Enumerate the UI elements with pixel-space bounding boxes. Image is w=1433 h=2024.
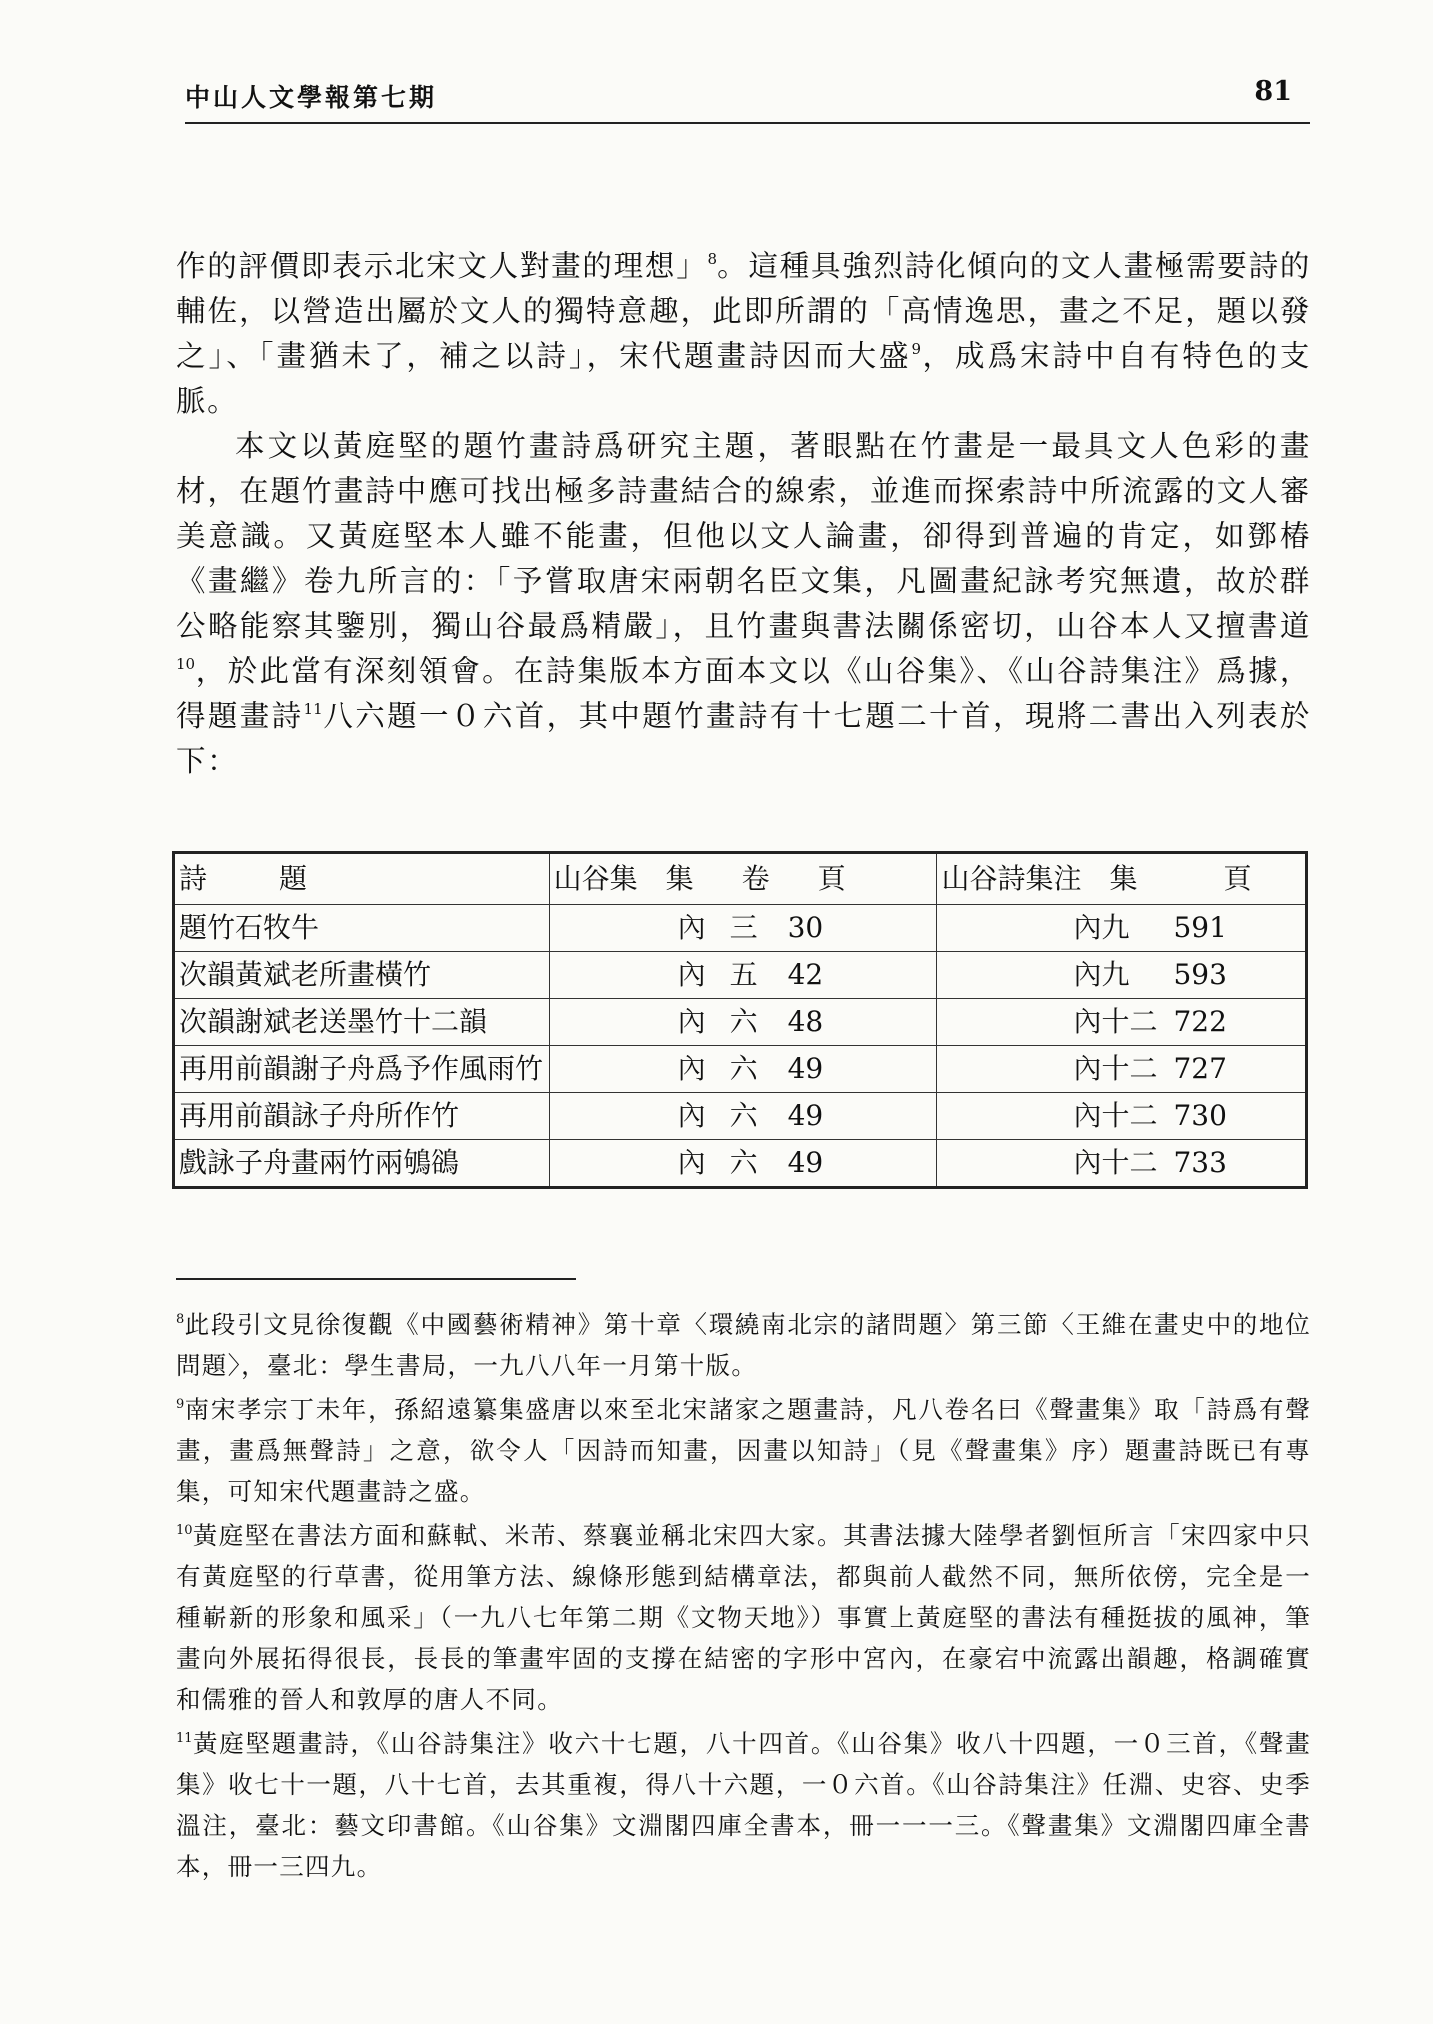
- shangu-notes-cell: [937, 905, 1307, 952]
- notes-collection-value: 內十二: [1073, 1005, 1158, 1038]
- page-number: 81: [1254, 76, 1292, 107]
- paragraph-text: 本文以黃庭堅的題竹畫詩爲研究主題，著眼點在竹畫是一最具文人色彩的畫材，在題竹畫詩中應可找出極多詩畫結合的線索，並進而探索詩中所流露的文人審美意識。又黃庭堅本人雖不能畫，但他以文人論畫，卻得到普遍的肯定，如鄧椿《畫繼》卷九所言的：「予嘗取唐宋兩朝名臣文集，凡圖畫紀詠考究無遺，故於群公略能察其鑒別，獨山谷最爲精嚴」，且竹畫與書法關係密切，山谷本人又擅書道: [176, 429, 1311, 643]
- footnote-text: 南宋孝宗丁未年，孫紹遠纂集盛唐以來至北宋諸家之題畫詩，凡八卷名曰《聲畫集》取「詩爲有聲畫，畫爲無聲詩」之意，欲令人「因詩而知畫，因畫以知詩」（見《聲畫集》序）題畫詩既已有專集，可知宋代題畫詩之盛。: [176, 1395, 1311, 1506]
- shangu-ji-cell: [549, 1046, 937, 1093]
- footnote-separator: [176, 1278, 576, 1280]
- footnote-number: 11: [176, 1731, 193, 1746]
- shangu-notes-cell: [937, 1140, 1307, 1188]
- journal-title: 中山人文學報第七期: [185, 83, 438, 112]
- notes-collection-value: 內九: [1073, 958, 1130, 991]
- collection-value: 內: [677, 911, 706, 944]
- volume-value: 六: [729, 1146, 758, 1179]
- page-value: 49: [787, 1146, 824, 1179]
- table-row: [174, 905, 1307, 952]
- collection-value: 內: [677, 1052, 706, 1085]
- page-value: 48: [787, 1005, 824, 1038]
- notes-collection-value: 內十二: [1073, 1099, 1158, 1132]
- paragraph-text: 八六題一０六首，其中題竹畫詩有十七題二十首，現將二書出入列表於下：: [176, 699, 1311, 778]
- shangu-notes-cell: [937, 1046, 1307, 1093]
- volume-value: 六: [729, 1052, 758, 1085]
- footnote-8: [176, 1304, 1311, 1386]
- notes-page-value: 730: [1173, 1099, 1227, 1132]
- footnotes: [176, 1304, 1311, 1890]
- shangu-ji-cell: [549, 952, 937, 999]
- notes-page-value: 733: [1173, 1146, 1227, 1179]
- table-row: [174, 1140, 1307, 1188]
- running-header: [185, 78, 1310, 124]
- page-value: 49: [787, 1052, 824, 1085]
- paragraph-text: ，於此當有深刻領會。在詩集版本方面本文以《山谷集》、《山谷詩集注》爲據，得題畫詩: [176, 654, 1311, 733]
- footnote-number: 9: [176, 1397, 185, 1412]
- collection-value: 內: [677, 1099, 706, 1132]
- poem-title-cell: 再用前韻詠子舟所作竹: [174, 1093, 550, 1140]
- footnote-9: [176, 1389, 1311, 1512]
- shangu-notes-cell: [937, 952, 1307, 999]
- footnote-ref-11: 11: [303, 700, 323, 718]
- paragraph-2: [176, 424, 1311, 784]
- table-header-row: [174, 853, 1307, 905]
- header-poem-title: 詩 題: [174, 853, 550, 905]
- shangu-notes-cell: [937, 1093, 1307, 1140]
- collection-value: 內: [677, 1005, 706, 1038]
- footnote-text: 黃庭堅在書法方面和蘇軾、米芾、蔡襄並稱北宋四大家。其書法據大陸學者劉恒所言「宋四家中只有黃庭堅的行草書，從用筆方法、線條形態到結構章法，都與前人截然不同，無所依傍，完全是一種嶄新的形象和風采」（一九八七年第二期《文物天地》）事實上黃庭堅的書法有種挺拔的風神，筆畫向外展拓得很長，長長的筆畫牢固的支撐在結密的字形中宮內，在豪宕中流露出韻趣，格調確實和儒雅的晉人和敦厚的唐人不同。: [176, 1521, 1311, 1714]
- footnote-text: 黃庭堅題畫詩，《山谷詩集注》收六十七題，八十四首。《山谷集》收八十四題，一０三首，《聲畫集》收七十一題，八十七首，去其重複，得八十六題，一０六首。《山谷詩集注》任淵、史容、史季溫注，臺北：藝文印書館。《山谷集》文淵閣四庫全書本，冊一一一三。《聲畫集》文淵閣四庫全書本，冊一三四九。: [176, 1729, 1311, 1881]
- shangu-notes-cell: [937, 999, 1307, 1046]
- footnote-ref-10: 10: [176, 655, 196, 673]
- volume-value: 六: [729, 1005, 758, 1038]
- footnote-number: 10: [176, 1523, 193, 1538]
- footnote-11: [176, 1723, 1311, 1887]
- notes-collection-value: 內十二: [1073, 1146, 1158, 1179]
- poem-comparison-table: [172, 851, 1308, 1189]
- table-row: [174, 952, 1307, 999]
- paragraph-1: [176, 244, 1311, 424]
- shangu-ji-cell: [549, 1140, 937, 1188]
- paragraph-text: ，成爲宋詩中自有特色的支脈。: [176, 339, 1311, 418]
- poem-title-cell: 次韻黃斌老所畫橫竹: [174, 952, 550, 999]
- notes-page-value: 727: [1173, 1052, 1227, 1085]
- notes-collection-value: 內十二: [1073, 1052, 1158, 1085]
- header-shangu-ji: 山谷集 集 卷 頁: [549, 853, 937, 905]
- page-value: 49: [787, 1099, 824, 1132]
- page-value: 42: [787, 958, 824, 991]
- paragraph-text: 。這種具強烈詩化傾向的文人畫極需要詩的輔佐，以營造出屬於文人的獨特意趣，此即所謂的「高情逸思，畫之不足，題以發之」、「畫猶未了，補之以詩」，宋代題畫詩因而大盛: [176, 249, 1311, 373]
- footnote-text: 此段引文見徐復觀《中國藝術精神》第十章〈環繞南北宗的諸問題〉第三節〈王維在畫史中的地位問題〉，臺北：學生書局，一九八八年一月第十版。: [176, 1310, 1311, 1380]
- poem-title-cell: 次韻謝斌老送墨竹十二韻: [174, 999, 550, 1046]
- footnote-10: [176, 1515, 1311, 1720]
- table-row: [174, 1046, 1307, 1093]
- collection-value: 內: [677, 958, 706, 991]
- volume-value: 三: [729, 911, 758, 944]
- poem-title-cell: 題竹石牧牛: [174, 905, 550, 952]
- shangu-ji-cell: [549, 999, 937, 1046]
- paragraph-text: 作的評價即表示北宋文人對畫的理想」: [176, 249, 708, 283]
- footnote-ref-8: 8: [707, 250, 718, 268]
- poem-title-cell: 再用前韻謝子舟爲予作風雨竹: [174, 1046, 550, 1093]
- footnote-number: 8: [176, 1312, 185, 1327]
- poem-title-cell: 戲詠子舟畫兩竹兩鴝鵒: [174, 1140, 550, 1188]
- body-text: [176, 244, 1311, 784]
- notes-page-value: 593: [1173, 958, 1227, 991]
- shangu-ji-cell: [549, 905, 937, 952]
- notes-page-value: 591: [1173, 911, 1227, 944]
- page-value: 30: [787, 911, 824, 944]
- notes-page-value: 722: [1173, 1005, 1227, 1038]
- footnote-ref-9: 9: [911, 340, 922, 358]
- shangu-ji-cell: [549, 1093, 937, 1140]
- table-row: [174, 1093, 1307, 1140]
- table-row: [174, 999, 1307, 1046]
- collection-value: 內: [677, 1146, 706, 1179]
- volume-value: 五: [729, 958, 758, 991]
- notes-collection-value: 內九: [1073, 911, 1130, 944]
- header-shangu-shiji-zhu: 山谷詩集注 集 頁: [937, 853, 1307, 905]
- volume-value: 六: [729, 1099, 758, 1132]
